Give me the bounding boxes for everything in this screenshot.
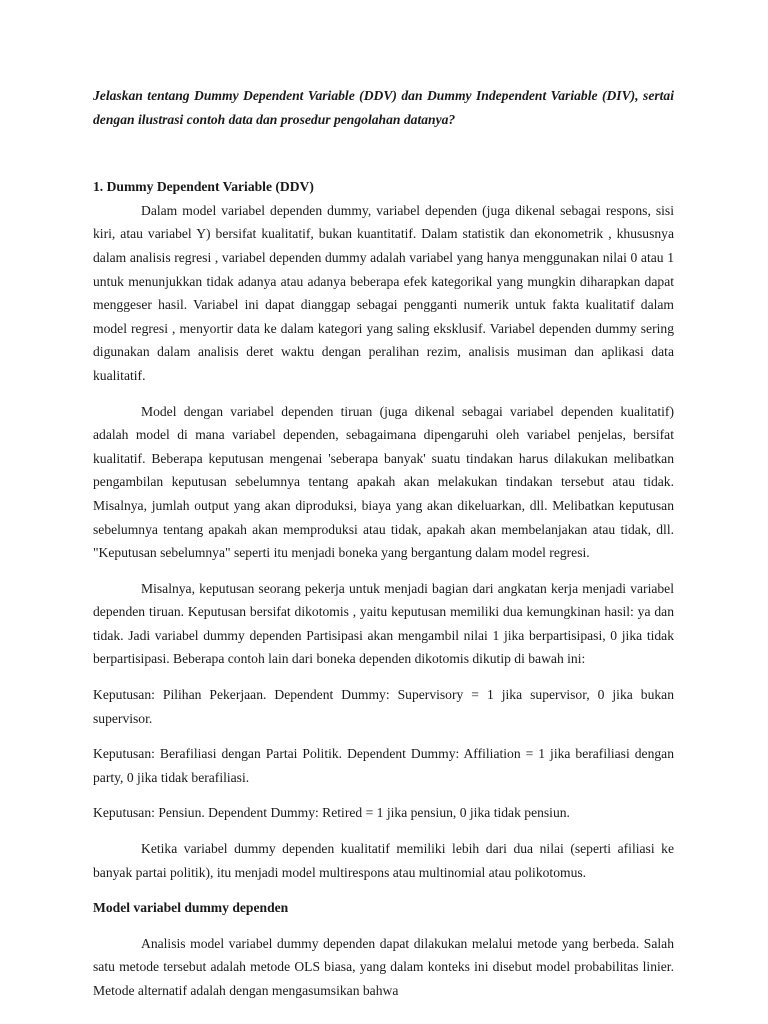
section-heading-ddv: 1. Dummy Dependent Variable (DDV) — [93, 179, 314, 195]
example-item: Keputusan: Berafiliasi dengan Partai Politik. Dependent Dummy: Affiliation = 1 jika berafiliasi dengan party, 0 jika tidak berafiliasi. — [93, 746, 674, 785]
example-item: Keputusan: Pensiun. Dependent Dummy: Retired = 1 jika pensiun, 0 jika tidak pensiun. — [93, 805, 570, 821]
paragraph: Model dengan variabel dependen tiruan (juga dikenal sebagai variabel dependen kualitatif) adalah model di mana variabel dependen, sebagaimana dipengaruhi oleh variabel penjelas, bersifat kualitatif. Beberapa keputusan mengenai 'seberapa banyak' suatu tindakan harus dilakukan melibatkan pengambilan keputusan sebelumnya tentang apakah akan melakukan tindakan tersebut atau tidak. Misalnya, jumlah output yang akan diproduksi, biaya yang akan dikeluarkan, dll. Melibatkan keputusan sebelumnya tentang apakah akan memproduksi atau tidak, apakah akan membelanjakan atau tidak, dll. "Keputusan sebelumnya" seperti itu menjadi boneka yang bergantung dalam model regresi. — [93, 403, 674, 561]
paragraph: Analisis model variabel dummy dependen dapat dilakukan melalui metode yang berbeda. Salah satu metode tersebut adalah metode OLS biasa, yang dalam konteks ini disebut model probabilitas linier. Metode alternatif adalah dengan mengasumsikan bahwa — [93, 935, 674, 998]
document-page — [93, 84, 674, 1003]
paragraph: Dalam model variabel dependen dummy, variabel dependen (juga dikenal sebagai respons, sisi kiri, atau variabel Y) bersifat kualitatif, bukan kuantitatif. Dalam statistik dan ekonometrik , khususnya dalam analisis regresi , variabel dependen dummy adalah variabel yang hanya menggunakan nilai 0 atau 1 untuk menunjukkan tidak adanya atau adanya beberapa efek kategorikal yang mungkin diharapkan dapat menggeser hasil. Variabel ini dapat dianggap sebagai pengganti numerik untuk fakta kualitatif dalam model regresi , menyortir data ke dalam kategori yang saling eksklusif. Variabel dependen dummy sering digunakan dalam analisis deret waktu dengan peralihan rezim, analisis musiman dan aplikasi data kualitatif. — [93, 202, 674, 383]
paragraph: Misalnya, keputusan seorang pekerja untuk menjadi bagian dari angkatan kerja menjadi variabel dependen tiruan. Keputusan bersifat dikotomis , yaitu keputusan memiliki dua kemungkinan hasil: ya dan tidak. Jadi variabel dummy dependen Partisipasi akan mengambil nilai 1 jika berpartisipasi, 0 jika tidak berpartisipasi. Beberapa contoh lain dari boneka dependen dikotomis dikutip di bawah ini: — [93, 580, 674, 667]
example-item: Keputusan: Pilihan Pekerjaan. Dependent Dummy: Supervisory = 1 jika supervisor, 0 jika bukan supervisor. — [93, 687, 674, 726]
section-heading-model: Model variabel dummy dependen — [93, 900, 289, 916]
question-text: Jelaskan tentang Dummy Dependent Variable (DDV) dan Dummy Independent Variable (DIV), sertai dengan ilustrasi contoh data dan prosedur pengolahan datanya? — [93, 88, 674, 127]
paragraph: Ketika variabel dummy dependen kualitatif memiliki lebih dari dua nilai (seperti afiliasi ke banyak partai politik), itu menjadi model multirespons atau multinomial atau polikotomus. — [93, 841, 674, 880]
